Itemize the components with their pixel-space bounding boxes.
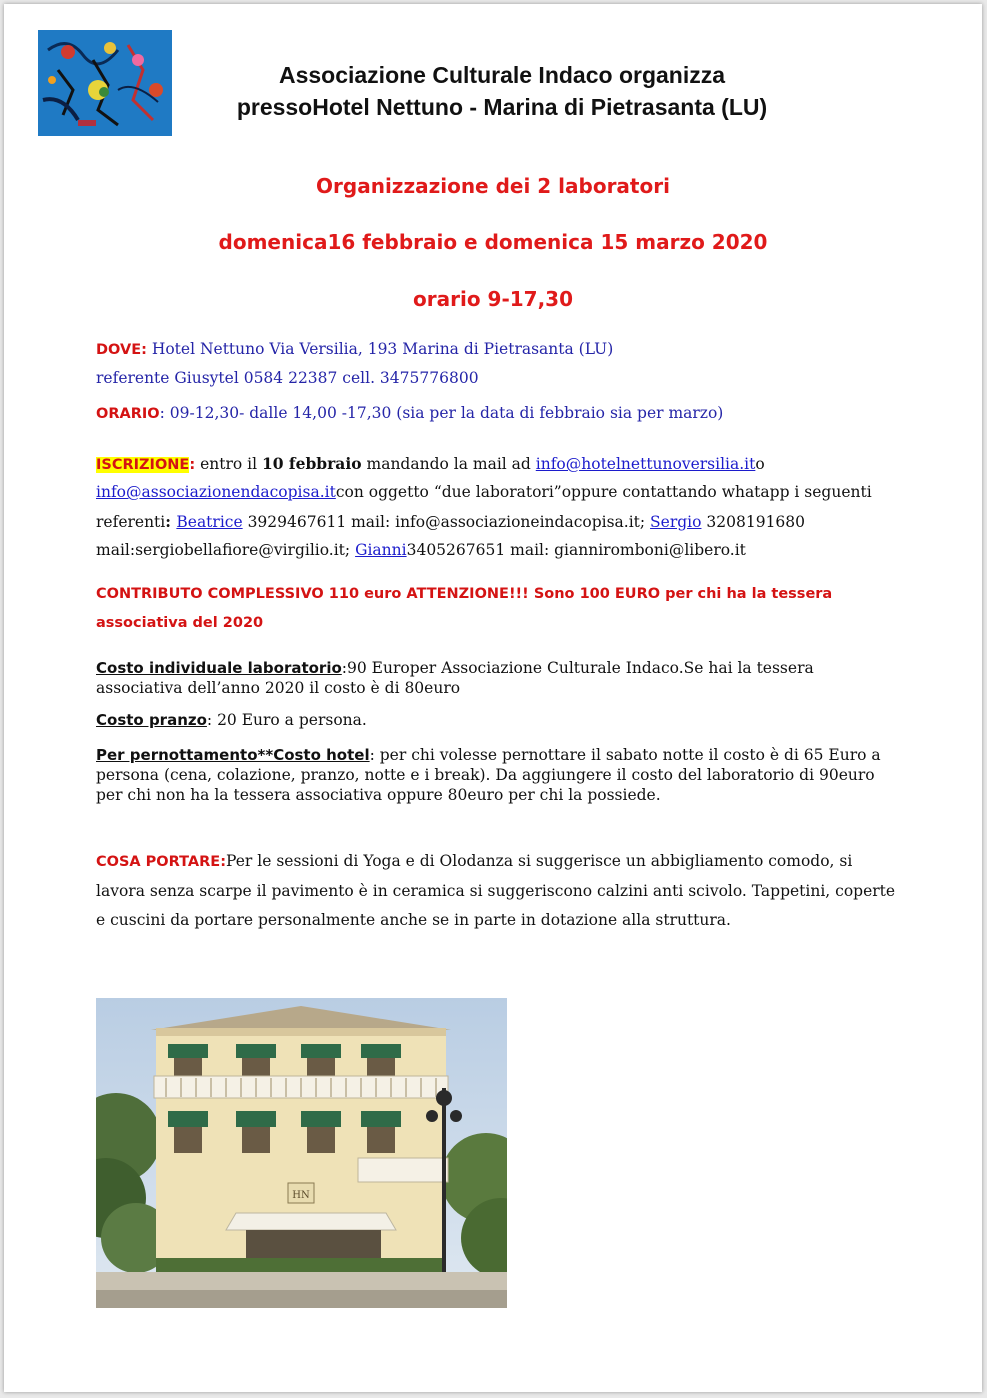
iscrizione-label: ISCRIZIONE	[96, 457, 190, 473]
referente-line: referente Giusytel 0584 22387 cell. 3475776800	[96, 369, 479, 387]
association-logo	[38, 30, 172, 136]
title-dates: domenica16 febbraio e domenica 15 marzo 2020	[218, 230, 768, 254]
costo-pranzo-text: : 20 Euro a persona.	[206, 711, 367, 729]
gianni-link[interactable]: Gianni	[355, 541, 407, 559]
costo-lab-label: Costo individuale laboratorio	[96, 659, 342, 677]
iscrizione-t2: mandando la mail ad	[361, 455, 536, 473]
iscrizione-line-1	[96, 454, 896, 473]
costo-pranzo-label: Costo pranzo	[96, 711, 207, 729]
hotel-photo	[96, 998, 507, 1308]
costo-pranzo	[96, 710, 896, 730]
iscrizione-t6: 3929467611 mail: info@associazioneindacopisa.it;	[242, 513, 651, 531]
dove-text: Hotel Nettuno Via Versilia, 193 Marina di Pietrasanta (LU)	[146, 340, 614, 358]
header-line-2: pressoHotel Nettuno - Marina di Pietrasanta (LU)	[236, 94, 768, 120]
orario-line	[96, 404, 896, 422]
beatrice-link[interactable]: Beatrice	[176, 513, 243, 531]
pernottamento-label: Per pernottamento**Costo hotel	[96, 746, 370, 764]
iscrizione-colon: :	[189, 457, 196, 473]
costo-lab-text: :90 Europer Associazione Culturale Indaco.Se hai la tessera associativa dell’anno 2020 il costo è di 80euro	[96, 659, 814, 697]
iscrizione-line-4	[96, 541, 896, 559]
iscrizione-date: 10 febbraio	[261, 454, 362, 473]
pernottamento	[96, 745, 896, 805]
iscrizione-line-2	[96, 483, 896, 501]
cosa-portare-label: COSA PORTARE:	[96, 854, 227, 870]
orario-text: : 09-12,30- dalle 14,00 -17,30 (sia per la data di febbraio sia per marzo)	[159, 404, 724, 422]
dove-line	[96, 340, 896, 358]
sergio-link[interactable]: Sergio	[650, 513, 702, 531]
iscrizione-t4: con oggetto “due laboratori”oppure contattando whatapp i seguenti	[335, 483, 872, 501]
orario-label: ORARIO	[96, 406, 160, 422]
mail-association-link[interactable]: info@associazionendacopisa.it	[96, 483, 336, 501]
hotel-sign-text: HN	[292, 1190, 310, 1201]
iscrizione-line-3	[96, 512, 896, 531]
iscrizione-t5b: :	[165, 512, 177, 531]
title-laboratori: Organizzazione dei 2 laboratori	[316, 174, 670, 198]
document-page	[4, 4, 982, 1392]
contributo-line-2: associativa del 2020	[96, 615, 264, 631]
iscrizione-t3: o	[755, 455, 765, 473]
contributo-block	[96, 580, 906, 638]
cosa-portare-text: Per le sessioni di Yoga e di Olodanza si suggerisce un abbigliamento comodo, si lavora senza scarpe il pavimento è in ceramica si suggeriscono calzini anti scivolo. Tappetini, coperte e cuscini da portare personalmente anche se in parte in dotazione alla struttura.	[96, 852, 896, 929]
iscrizione-t9: 3405267651 mail: gianniromboni@libero.it	[406, 541, 746, 559]
iscrizione-t7: 3208191680	[701, 513, 806, 531]
contributo-line-1: CONTRIBUTO COMPLESSIVO 110 euro ATTENZIONE!!! Sono 100 EURO per chi ha la tessera	[96, 586, 833, 602]
costo-laboratorio	[96, 658, 896, 698]
header-line-1: Associazione Culturale Indaco organizza	[278, 62, 726, 88]
cosa-portare	[96, 847, 896, 935]
iscrizione-t1: entro il	[195, 455, 262, 473]
pernottamento-text: : per chi volesse pernottare il sabato notte il costo è di 65 Euro a persona (cena, colazione, pranzo, notte e i break). Da aggiungere il costo del laboratorio di 90euro per chi non ha la tessera associativa oppure 80euro per chi la possiede.	[96, 746, 881, 804]
mail-hotel-link[interactable]: info@hotelnettunoversilia.it	[535, 455, 756, 473]
dove-label: DOVE:	[96, 342, 147, 358]
hotel-building-icon	[96, 998, 507, 1308]
iscrizione-t8: mail:sergiobellafiore@virgilio.it;	[96, 541, 356, 559]
title-orario: orario 9-17,30	[413, 287, 573, 311]
iscrizione-t5: referenti	[96, 513, 166, 531]
logo-artwork-icon	[38, 30, 172, 136]
